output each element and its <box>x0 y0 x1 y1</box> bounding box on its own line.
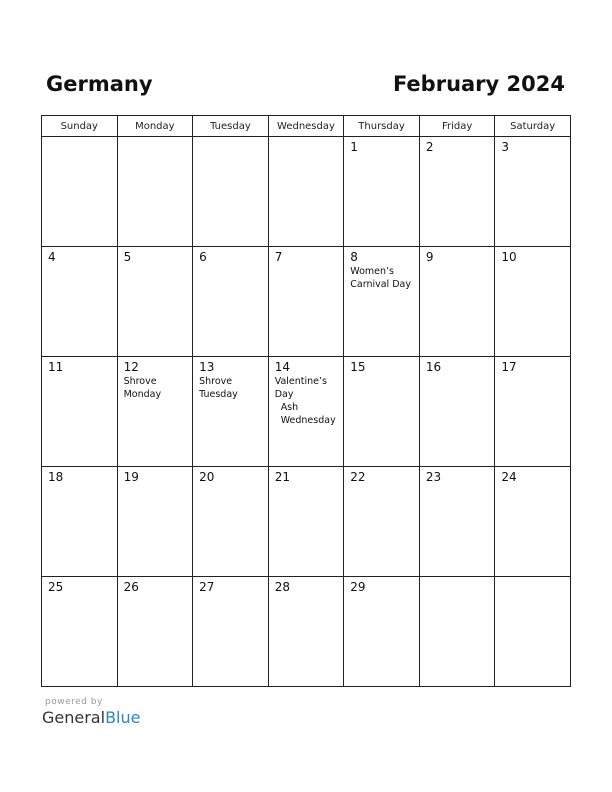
weekday-header: Friday <box>419 116 495 137</box>
month-title: February 2024 <box>392 72 565 96</box>
day-cell <box>495 467 571 577</box>
day-number: 19 <box>123 470 139 484</box>
day-cell-content <box>193 357 268 401</box>
day-cell-content <box>118 137 193 140</box>
day-cell <box>344 577 420 687</box>
day-cell <box>344 467 420 577</box>
day-cell-content <box>269 467 344 485</box>
day-number: 4 <box>48 250 56 264</box>
weekday-header-row <box>42 116 571 137</box>
day-cell <box>495 247 571 357</box>
day-cell <box>193 247 269 357</box>
day-cell <box>117 357 193 467</box>
powered-by-text: powered by <box>45 697 103 707</box>
empty-day-cell <box>268 137 344 247</box>
day-cell-content <box>118 357 193 401</box>
day-cell-content <box>420 137 495 155</box>
day-number: 13 <box>199 360 215 374</box>
day-cell <box>268 577 344 687</box>
day-cell <box>42 577 118 687</box>
day-number: 26 <box>123 580 139 594</box>
day-cell-content <box>269 137 344 140</box>
empty-day-cell <box>193 137 269 247</box>
day-cell-content <box>42 467 117 485</box>
day-number: 11 <box>48 360 64 374</box>
day-cell-content <box>495 577 570 580</box>
day-cell-content <box>193 467 268 485</box>
day-cell <box>419 247 495 357</box>
day-number: 28 <box>274 580 290 594</box>
day-cell-content <box>344 357 419 375</box>
day-number: 7 <box>274 250 283 264</box>
day-cell-content <box>42 247 117 265</box>
day-number: 25 <box>48 580 64 594</box>
day-cell-content <box>193 577 268 595</box>
day-number: 24 <box>501 470 517 484</box>
day-cell <box>42 357 118 467</box>
weekday-header: Tuesday <box>193 116 269 137</box>
day-cell-content <box>42 137 117 140</box>
day-cell <box>193 577 269 687</box>
week-row <box>42 137 571 247</box>
holiday-label: Ash Wednesday <box>280 402 336 426</box>
holiday-label: Shrove Monday <box>123 376 162 400</box>
day-cell <box>42 247 118 357</box>
country-title: Germany <box>46 72 153 96</box>
day-number: 9 <box>425 250 434 264</box>
calendar-grid <box>41 115 571 687</box>
day-cell-content <box>118 577 193 595</box>
empty-day-cell <box>495 577 571 687</box>
weekday-header: Sunday <box>42 116 118 137</box>
day-cell <box>117 467 193 577</box>
day-cell <box>117 247 193 357</box>
day-number: 6 <box>199 250 207 264</box>
day-number: 2 <box>425 140 434 154</box>
day-cell-content <box>420 467 495 485</box>
day-cell-content <box>344 467 419 485</box>
day-cell-content <box>420 357 495 375</box>
day-number: 3 <box>501 140 510 154</box>
day-cell-content <box>344 577 419 595</box>
day-number: 22 <box>350 470 366 484</box>
holiday-label: Women’s Carnival Day <box>350 266 411 290</box>
day-cell <box>419 357 495 467</box>
day-cell-content <box>420 577 495 580</box>
day-number: 23 <box>425 470 442 484</box>
day-cell-content <box>269 357 344 427</box>
day-cell <box>495 357 571 467</box>
day-cell-content <box>344 137 419 155</box>
week-row <box>42 577 571 687</box>
day-number: 10 <box>501 250 517 264</box>
day-number: 12 <box>123 360 139 374</box>
day-cell-content <box>495 467 570 485</box>
day-cell-content <box>495 247 570 265</box>
day-cell-content <box>118 247 193 265</box>
holiday-label: Shrove Tuesday <box>199 376 238 400</box>
footer-branding <box>42 697 140 728</box>
day-number: 5 <box>123 250 132 264</box>
day-number: 17 <box>501 360 517 374</box>
day-cell-content <box>193 137 268 140</box>
day-cell-content <box>420 247 495 265</box>
day-cell <box>117 577 193 687</box>
day-number: 1 <box>350 140 358 154</box>
week-row <box>42 247 571 357</box>
day-number: 8 <box>350 250 358 264</box>
day-cell <box>193 357 269 467</box>
day-number: 16 <box>425 360 442 374</box>
weekday-header: Wednesday <box>268 116 344 137</box>
day-cell-content <box>193 247 268 265</box>
day-cell <box>193 467 269 577</box>
day-cell-content <box>269 577 344 595</box>
day-number: 14 <box>274 360 290 374</box>
day-cell <box>42 467 118 577</box>
day-cell <box>344 357 420 467</box>
day-cell <box>419 467 495 577</box>
day-cell-content <box>495 357 570 375</box>
empty-day-cell <box>419 577 495 687</box>
brand-logo-part1: General <box>42 708 106 727</box>
week-row <box>42 357 571 467</box>
day-cell <box>344 247 420 357</box>
brand-logo <box>42 708 140 728</box>
day-number: 15 <box>350 360 366 374</box>
empty-day-cell <box>42 137 118 247</box>
empty-day-cell <box>117 137 193 247</box>
day-cell <box>344 137 420 247</box>
day-cell-content <box>344 247 419 291</box>
day-number: 21 <box>274 470 290 484</box>
day-number: 18 <box>48 470 64 484</box>
week-row <box>42 467 571 577</box>
weekday-header: Thursday <box>344 116 420 137</box>
day-number: 27 <box>199 580 215 594</box>
day-cell <box>268 467 344 577</box>
day-cell-content <box>495 137 570 155</box>
weekday-header: Saturday <box>495 116 571 137</box>
day-cell-content <box>42 577 117 595</box>
day-cell <box>268 247 344 357</box>
weekday-header: Monday <box>117 116 193 137</box>
day-cell-content <box>118 467 193 485</box>
brand-logo-part2: Blue <box>105 708 141 727</box>
day-cell-content <box>269 247 344 265</box>
day-number: 29 <box>350 580 366 594</box>
day-cell-content <box>42 357 117 375</box>
day-cell <box>268 357 344 467</box>
holiday-label: Valentine’s Day <box>274 376 327 400</box>
day-cell <box>495 137 571 247</box>
day-number: 20 <box>199 470 215 484</box>
day-cell <box>419 137 495 247</box>
